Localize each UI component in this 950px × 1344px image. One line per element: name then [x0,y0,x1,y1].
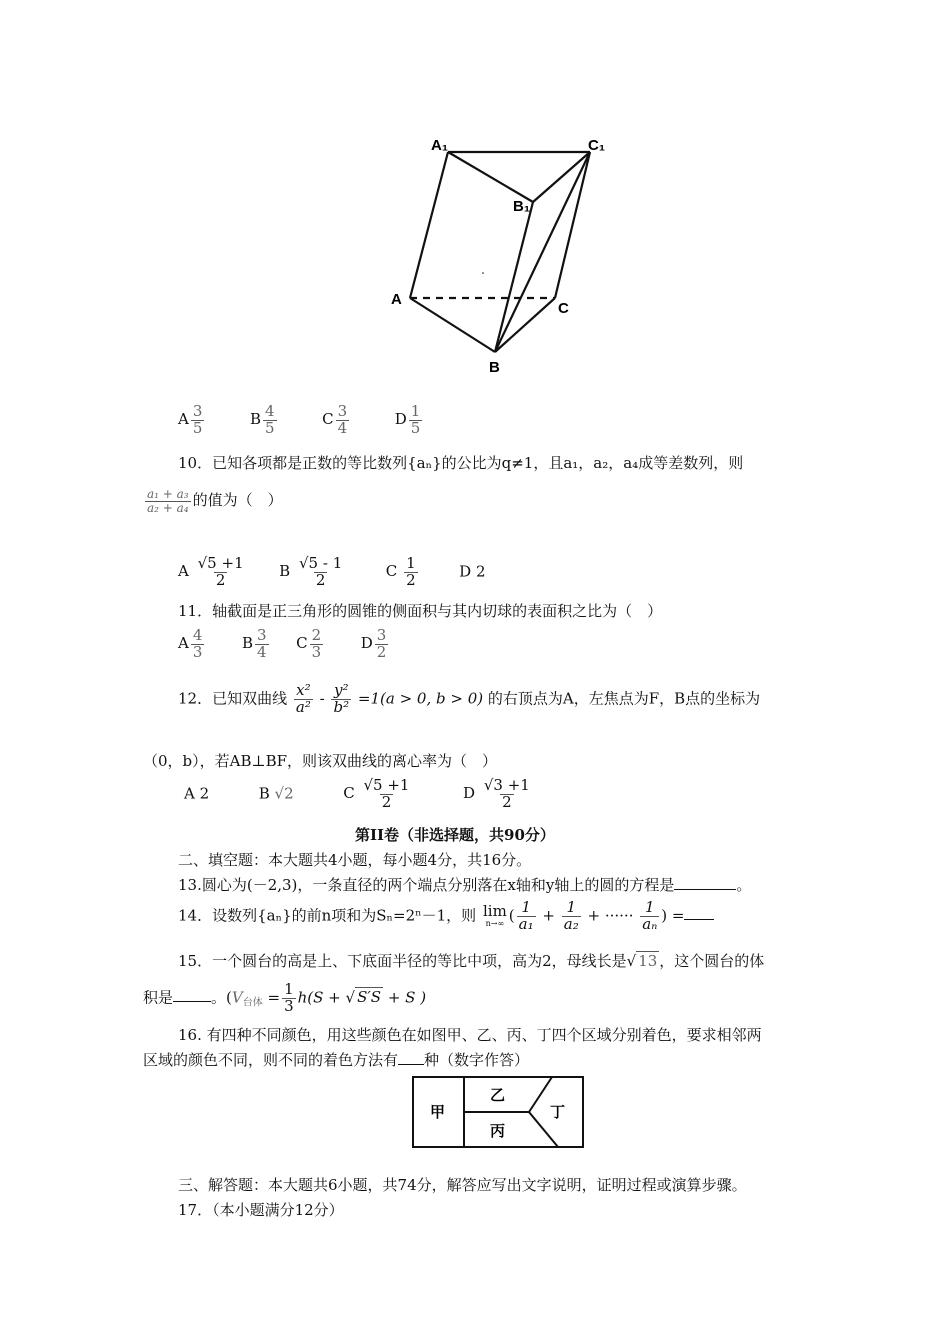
q14: 14．设数列{aₙ}的前n项和为Sₙ=2ⁿ－1，则 lim n→∞ ( $\frac{1}{\text{a₁}}$ + $\frac{1}{\text{a₂}}$ + ······ $\frac{1}{\text{aₙ}}$ ) = [178,900,714,933]
region-bing: 丙 [490,1122,506,1140]
vertex-b1: B₁ [513,198,531,215]
q11-options [178,628,390,661]
q14-answer-blank[interactable] [684,919,714,920]
q10-line1: 10．已知各项都是正数的等比数列{aₙ}的公比为q≠1，且a₁，a₂，a₄成等差数列，则 [178,454,744,472]
vertex-c: C [558,300,569,317]
q17: 17．（本小题满分12分） [178,1201,344,1219]
q13: 13.圆心为(－2,3)，一条直径的两个端点分别落在x轴和y轴上的圆的方程是 。 [178,876,752,894]
q11-option-d[interactable]: D $\frac{3}{2}$ [360,626,387,661]
q16-answer-blank[interactable] [398,1064,424,1065]
q10-option-d[interactable]: D 2 [459,562,486,581]
q12-option-a[interactable]: A 2 [184,784,210,803]
q9-options [178,404,424,437]
fill-intro: 二、填空题：本大题共4小题，每小题4分，共16分。 [178,851,532,869]
q10-option-a[interactable]: A $\frac{√5 +1}{2}$ [178,554,244,589]
q11-line: 11．轴截面是正三角形的圆锥的侧面积与其内切球的表面积之比为（ ） [178,602,663,620]
region-ding: 丁 [550,1103,566,1121]
q15-line1: 15．一个圆台的高是上、下底面半径的等比中项，高为2，母线长是√ 13 ，这个圆台的体 [178,952,765,970]
q9-option-c[interactable]: C $\frac{3}{4}$ [322,402,348,437]
q12-options [184,778,534,811]
part2-title: 第II卷（非选择题，共90分） [355,826,555,844]
q10-fraction-line: $\frac{\text{a₁ + a₃}}{\text{a₂ + a₄}}$ 的值为（ ） [147,487,283,515]
answer-intro: 三、解答题：本大题共6小题，共74分，解答应写出文字说明，证明过程或演算步骤。 [178,1176,747,1194]
q12-option-d[interactable]: D $\frac{√3 +1}{2}$ [463,776,530,811]
q13-answer-blank[interactable] [674,889,736,890]
q9-option-b[interactable]: B $\frac{4}{5}$ [249,402,275,437]
q15-answer-blank[interactable] [173,1001,211,1002]
q9-option-d[interactable]: D $\frac{1}{5}$ [394,402,421,437]
q11-option-a[interactable]: A $\frac{4}{3}$ [178,626,203,661]
q11-option-b[interactable]: B $\frac{3}{4}$ [241,626,267,661]
region-yi: 乙 [490,1086,506,1104]
region-jia: 甲 [430,1103,446,1121]
q12-option-b[interactable]: B √2 [258,784,294,803]
prism-figure [385,130,615,380]
region-diagram [412,1076,587,1150]
q12-option-c[interactable]: C $\frac{√5 +1}{2}$ [343,776,410,811]
q10-option-c[interactable]: C $\frac{1}{2}$ [385,554,416,589]
q9-option-a[interactable]: A $\frac{3}{5}$ [178,402,203,437]
vertex-b: B [489,359,500,376]
q16-line2: 区域的颜色不同，则不同的着色方法有 种（数字作答） [143,1051,530,1069]
q12-line2: （0，b），若AB⊥BF，则该双曲线的离心率为（ ） [143,752,498,770]
vertex-a1: A₁ [431,137,449,154]
q16-line1: 16. 有四种不同颜色，用这些颜色在如图甲、乙、丙、丁四个区域分别着色，要求相邻两 [178,1026,762,1044]
q15-line2: 积是 。($V_{台体}$ = $\frac{1}{3}$ h(S + √ S′S + S ) [143,980,427,1015]
q11-option-c[interactable]: C $\frac{2}{3}$ [296,626,322,661]
q12-line1: 12．已知双曲线 $\frac{\text{x²}}{\text{a²}}$ - $\frac{\text{y²}}{\text{b²}}$ =1(a > 0, b > 0) 的右顶点为A，左焦点为F，B点的坐标为 [178,681,761,716]
q10-options [178,556,486,589]
vertex-a: A [391,291,402,308]
q10-option-b[interactable]: B $\frac{√5 - 1}{2}$ [279,554,343,589]
vertex-c1: C₁ [588,137,606,154]
